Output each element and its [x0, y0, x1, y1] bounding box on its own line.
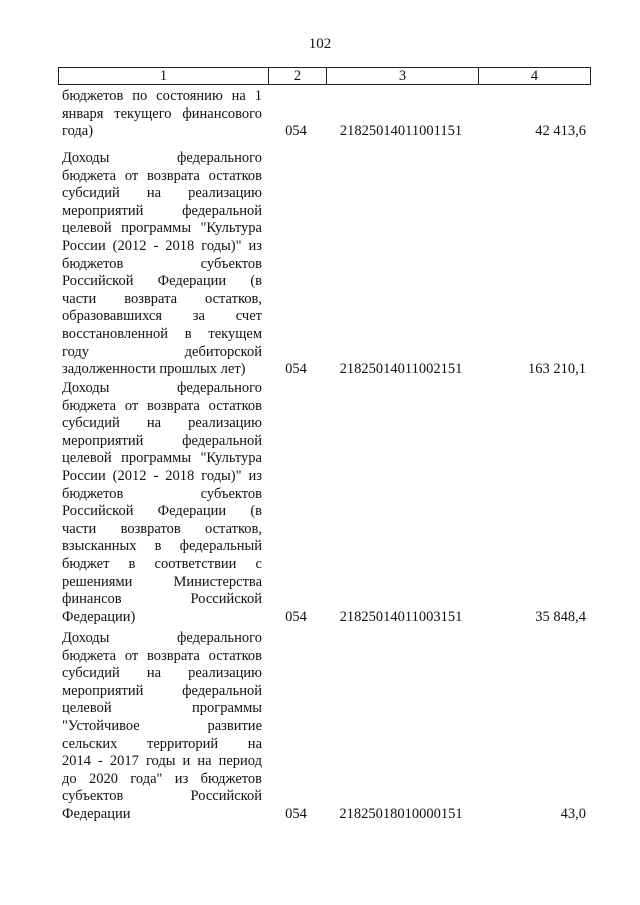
row-code: 054 — [285, 123, 307, 140]
description-line: января текущего финансового — [62, 105, 262, 122]
description-line: России (2012 - 2018 годы)" из — [62, 237, 262, 254]
description-line: Доходы федерального — [62, 380, 262, 396]
row-code: 054 — [285, 806, 307, 822]
description-line: России (2012 - 2018 годы)" из — [62, 467, 262, 484]
row-kbk: 21825014011002151 — [339, 361, 463, 378]
description-line: Доходы федерального — [62, 630, 262, 646]
description-line: целевой программы "Культура — [62, 450, 262, 467]
row-code: 054 — [285, 608, 307, 625]
description-line: части возврата остатков, — [62, 290, 262, 307]
description-line: взысканных в федеральный — [62, 538, 262, 555]
description-line: образовавшихся за счет — [62, 308, 262, 325]
description-line: бюджета от возврата остатков — [62, 397, 262, 414]
description-line: целевой программы "Культура — [62, 220, 262, 237]
description-line: Федерации) — [62, 608, 136, 625]
header-col-4: 4 — [479, 68, 591, 85]
description-line: года) — [62, 123, 94, 140]
description-line: бюджетов субъектов — [62, 485, 262, 502]
description-line: году дебиторской — [62, 343, 262, 360]
description-line: Российской Федерации (в — [62, 273, 262, 290]
description-line: восстановленной в текущем — [62, 325, 262, 342]
row-description — [62, 380, 262, 626]
description-line: Доходы федерального — [62, 150, 262, 166]
description-line: задолженности прошлых лет) — [62, 361, 246, 378]
row-description — [62, 150, 262, 379]
description-line: мероприятий федеральной — [62, 432, 262, 449]
header-col-2: 2 — [269, 68, 327, 85]
row-amount: 42 413,6 — [535, 123, 586, 140]
description-line: бюджета от возврата остатков — [62, 167, 262, 184]
description-line: "Устойчивое развитие — [62, 717, 262, 734]
row-kbk: 21825018010000151 — [339, 806, 463, 822]
description-line: до 2020 года" из бюджетов — [62, 770, 262, 787]
description-line: субсидий на реализацию — [62, 665, 262, 682]
description-line: бюджетов по состоянию на 1 — [62, 88, 262, 104]
description-line: субсидий на реализацию — [62, 415, 262, 432]
header-col-1: 1 — [59, 68, 269, 85]
description-line: мероприятий федеральной — [62, 682, 262, 699]
header-col-3: 3 — [327, 68, 479, 85]
description-line: бюджета от возврата остатков — [62, 647, 262, 664]
description-line: бюджет в соответствии с — [62, 555, 262, 572]
description-line: решениями Министерства — [62, 573, 262, 590]
description-line: субсидий на реализацию — [62, 185, 262, 202]
row-description — [62, 630, 262, 824]
table-header — [58, 67, 591, 85]
description-line: целевой программы — [62, 700, 262, 717]
description-line: части возвратов остатков, — [62, 520, 262, 537]
description-line: 2014 - 2017 годы и на период — [62, 753, 262, 770]
row-code: 054 — [285, 361, 307, 378]
row-kbk: 21825014011001151 — [339, 123, 463, 140]
description-line: мероприятий федеральной — [62, 202, 262, 219]
description-line: сельских территорий на — [62, 735, 262, 752]
row-amount: 163 210,1 — [528, 361, 586, 378]
description-line: Федерации — [62, 805, 131, 822]
description-line: бюджетов субъектов — [62, 255, 262, 272]
row-amount: 43,0 — [560, 806, 586, 822]
row-kbk: 21825014011003151 — [339, 608, 463, 625]
row-description — [62, 88, 262, 141]
description-line: Российской Федерации (в — [62, 503, 262, 520]
description-line: субъектов Российской — [62, 788, 262, 805]
row-amount: 35 848,4 — [535, 608, 586, 625]
page-number: 102 — [308, 36, 332, 52]
description-line: финансов Российской — [62, 591, 262, 608]
